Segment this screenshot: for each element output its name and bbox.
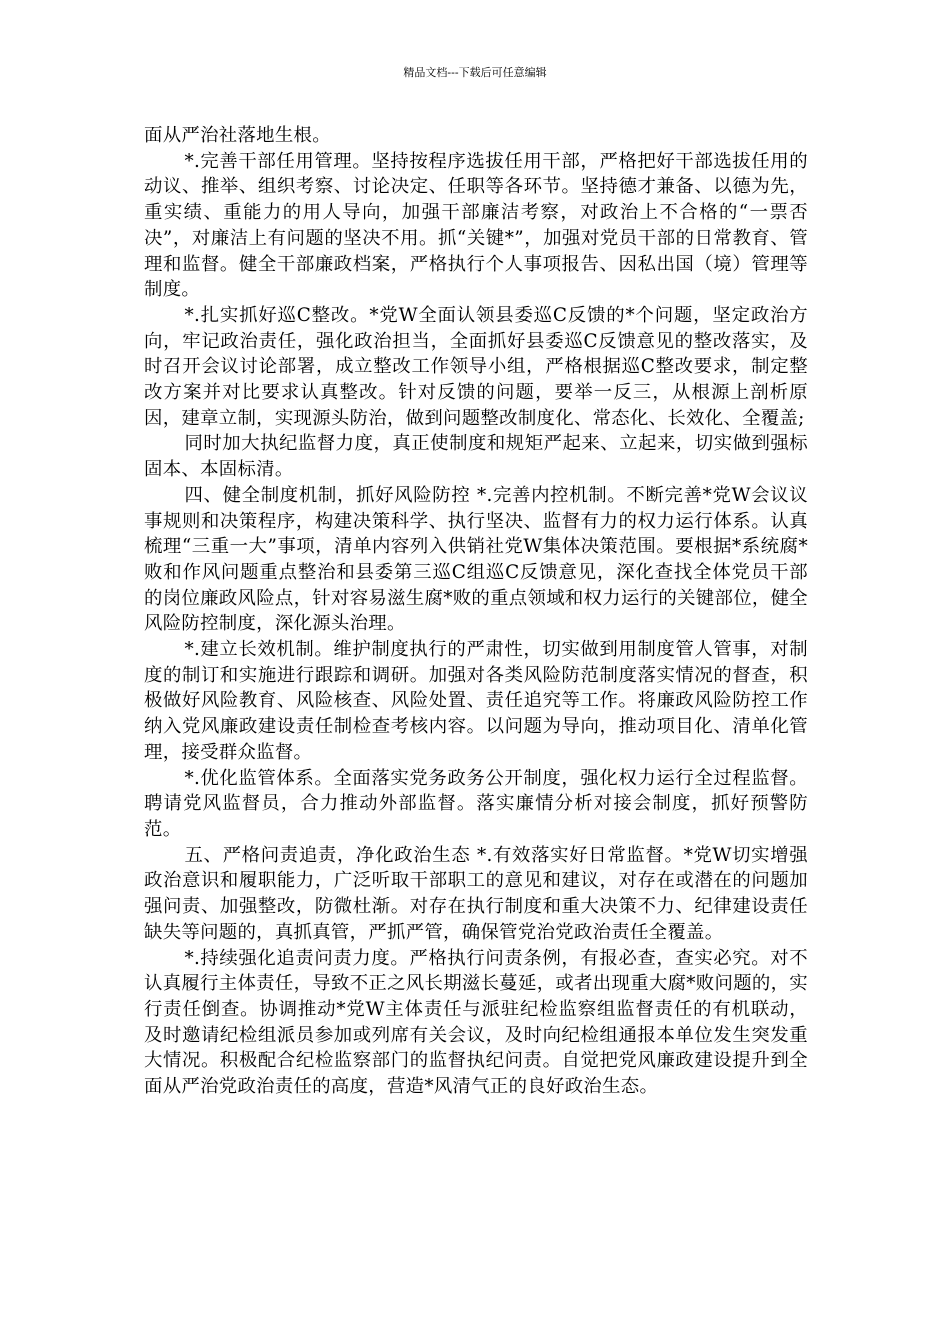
document-body [144,123,808,1100]
paragraph-9: *.持续强化追责问责力度。严格执行问责条例，有报必查，查实必究。对不认真履行主体责任，导致不正之风长期滋长蔓延，或者出现重大腐*败问题的，实行责任倒查。协调推动*党W主体责任与派驻纪检监察组监督责任的有机联动，及时邀请纪检组派员参加或列席有关会议，及时向纪检组通报本单位发生突发重大情况。积极配合纪检监察部门的监督执纪问责。自觉把党风廉政建设提升到全面从严治党政治责任的高度，营造*风清气正的良好政治生态。 [144,947,808,1098]
paragraph-2: *.完善干部任用管理。坚持按程序选拔任用干部，严格把好干部选拔任用的动议、推举、组织考察、讨论决定、任职等各环节。坚持德才兼备、以德为先，重实绩、重能力的用人导向，加强干部廉洁考察，对政治上不合格的“一票否决”，对廉洁上有问题的坚决不用。抓“关键*”，加强对党员干部的日常教育、管理和监督。健全干部廉政档案，严格执行个人事项报告、因私出国（境）管理等制度。 [144,150,808,301]
paragraph-6: *.建立长效机制。维护制度执行的严肃性，切实做到用制度管人管事，对制度的制订和实施进行跟踪和调研。加强对各类风险防范制度落实情况的督查，积极做好风险教育、风险核查、风险处置、责任追究等工作。将廉政风险防控工作纳入党风廉政建设责任制检查考核内容。以问题为导向，推动项目化、清单化管理，接受群众监督。 [144,639,808,763]
page-header: 精品文档---下载后可任意编辑 [403,66,547,79]
paragraph-4: 同时加大执纪监督力度，真正使制度和规矩严起来、立起来，切实做到强标固本、本固标清。 [144,433,808,481]
paragraph-7: *.优化监管体系。全面落实党务政务公开制度，强化权力运行全过程监督。聘请党风监督员，合力推动外部监督。落实廉情分析对接会制度，抓好预警防范。 [144,767,808,840]
paragraph-3: *.扎实抓好巡C整改。*党W全面认领县委巡C反馈的*个问题，坚定政治方向，牢记政治责任，强化政治担当，全面抓好县委巡C反馈意见的整改落实，及时召开会议讨论部署，成立整改工作领导小组，严格根据巡C整改要求，制定整改方案并对比要求认真整改。针对反馈的问题，要举一反三，从根源上剖析原因，建章立制，实现源头防治，做到问题整改制度化、常态化、长效化、全覆盖; [144,304,808,429]
paragraph-1: 面从严治社落地生根。 [144,125,331,146]
paragraph-5: 四、健全制度机制，抓好风险防控 *.完善内控机制。不断完善*党W会议议事规则和决策程序，构建决策科学、执行坚决、监督有力的权力运行体系。认真梳理“三重一大”事项，清单内容列入供销社党W集体决策范围。要根据*系统腐*败和作风问题重点整治和县委第三巡C组巡C反馈意见，深化查找全体党员干部的岗位廉政风险点，针对容易滋生腐*败的重点领域和权力运行的关键部位，健全风险防控制度，深化源头治理。 [144,484,808,635]
paragraph-8: 五、严格问责追责，净化政治生态 *.有效落实好日常监督。*党W切实增强政治意识和履职能力，广泛听取干部职工的意见和建议，对存在或潜在的问题加强问责、加强整改，防微杜渐。对存在执行制度和重大决策不力、纪律建设责任缺失等问题的，真抓真管，严抓严管，确保管党治党政治责任全覆盖。 [144,844,808,943]
